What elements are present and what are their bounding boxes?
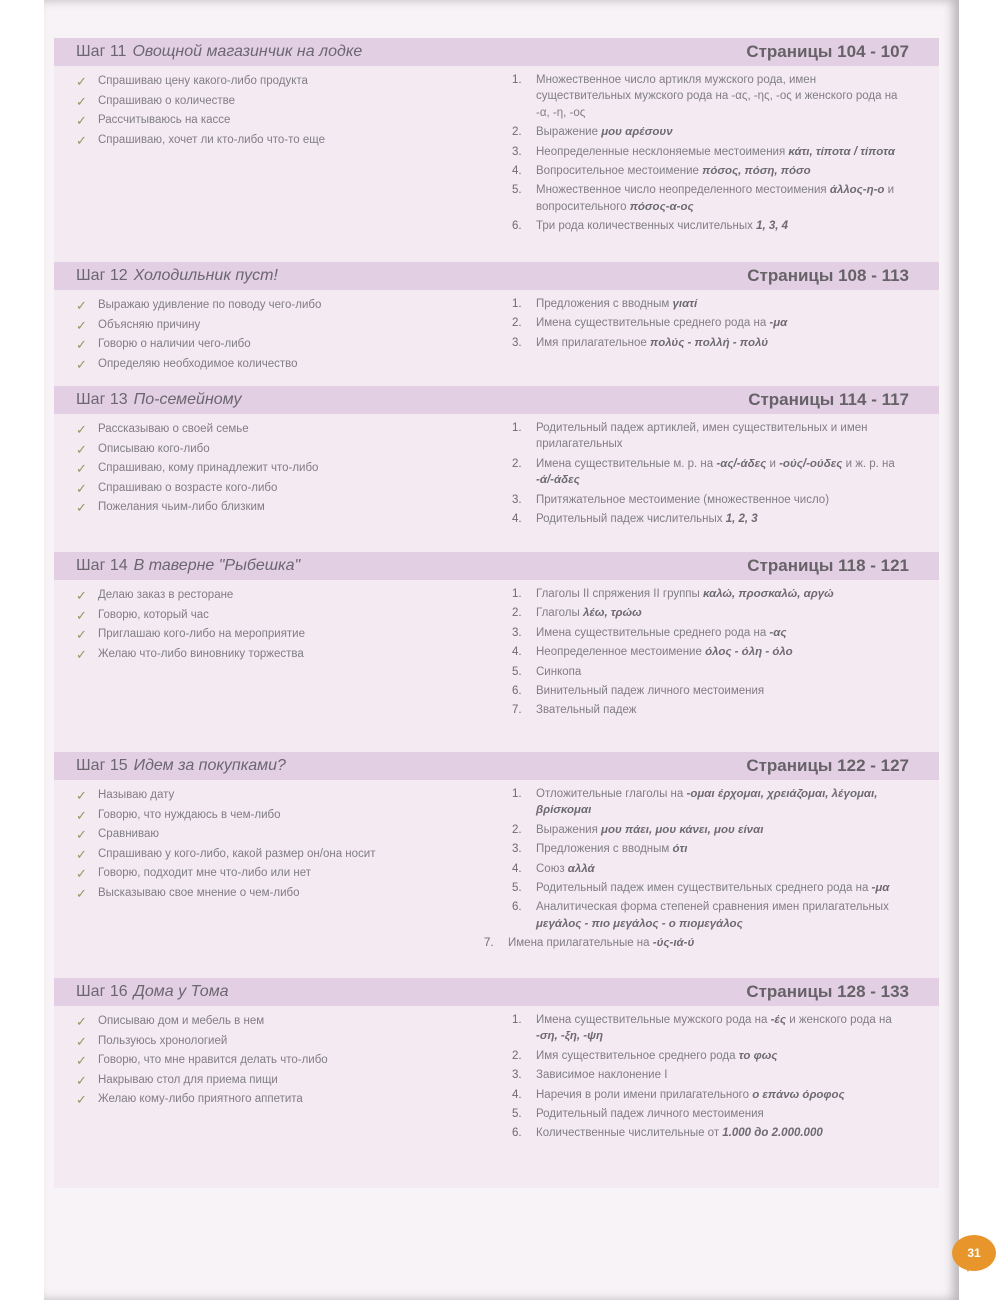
skill-text: Спрашиваю о возрасте кого-либо	[98, 481, 278, 494]
checkmark-icon: ✓	[76, 885, 87, 901]
page-number-badge: 31	[952, 1235, 996, 1271]
grammar-item-number: 1.	[512, 74, 522, 86]
grammar-item-number: 1.	[512, 588, 522, 600]
greek-term: μου πάει, μου κάνει, μου είναι	[601, 823, 764, 836]
greek-term: 1, 3, 4	[756, 220, 789, 233]
skill-item	[76, 586, 436, 606]
grammar-list	[484, 786, 912, 955]
grammar-item	[512, 1067, 912, 1083]
grammar-list	[512, 586, 912, 722]
checkmark-icon: ✓	[76, 74, 87, 89]
skills-list	[76, 1012, 436, 1110]
greek-term: -μα	[871, 882, 890, 895]
checkmark-icon: ✓	[76, 422, 87, 437]
checkmark-icon: ✓	[76, 1033, 87, 1049]
skill-item	[76, 479, 436, 499]
skill-item	[76, 72, 436, 92]
grammar-text: Имена существительные мужского рода на	[536, 1014, 771, 1026]
section-title	[76, 391, 241, 409]
skill-text: Спрашиваю о количестве	[98, 94, 235, 107]
skill-item	[76, 864, 436, 884]
skill-item	[76, 1090, 436, 1110]
greek-term: ότι	[672, 843, 688, 856]
grammar-text: Выражение	[536, 126, 602, 139]
greek-term: καλώ, προσκαλώ, αργώ	[703, 588, 834, 600]
grammar-item	[512, 664, 912, 680]
grammar-item	[512, 586, 912, 602]
grammar-text: Неопределенные несклоняемые местоимения	[536, 145, 789, 158]
grammar-text: и ж. р. на	[842, 457, 895, 470]
step-name: Идем за покупками?	[133, 757, 286, 774]
grammar-item	[512, 72, 912, 121]
checkmark-icon: ✓	[76, 356, 87, 372]
grammar-item-number: 4.	[512, 646, 522, 659]
greek-term: πολύς - πολλή - πολύ	[650, 336, 768, 349]
page-range: Страницы 108 - 113	[747, 266, 909, 285]
grammar-item-number: 3.	[512, 145, 522, 158]
grammar-item-number: 3.	[512, 843, 522, 856]
skill-text: Называю дату	[98, 789, 175, 801]
checkmark-icon: ✓	[76, 298, 87, 313]
skill-item	[76, 459, 436, 479]
greek-term: -ομαι	[686, 788, 715, 800]
grammar-text: и	[766, 457, 780, 470]
checkmark-icon: ✓	[76, 646, 87, 662]
step-number: Шаг 15	[76, 757, 128, 774]
checkmark-icon: ✓	[76, 1014, 87, 1029]
grammar-item	[512, 163, 912, 179]
greek-term: λέω, τρώω	[582, 607, 642, 620]
skill-text: Выражаю удивление по поводу чего-либо	[98, 299, 322, 311]
greek-term: κάτι, τίποτα / τίποτα	[788, 145, 895, 158]
greek-term: γιατί	[672, 298, 698, 310]
grammar-item-number: 2.	[512, 823, 522, 836]
skills-list	[76, 72, 436, 150]
checkmark-icon: ✓	[76, 1092, 87, 1108]
greek-term: αλλά	[567, 862, 595, 875]
checkmark-icon: ✓	[76, 866, 87, 882]
grammar-item	[512, 1012, 912, 1045]
checkmark-icon: ✓	[76, 788, 87, 803]
greek-term: -ας/-άδες	[716, 457, 767, 470]
skill-text: Рассчитываюсь на кассе	[98, 114, 231, 127]
greek-term: 1.000 до 2.000.000	[722, 1127, 823, 1140]
skill-text: Высказываю свое мнение о чем-либо	[98, 886, 300, 899]
checkmark-icon: ✓	[76, 132, 87, 148]
section-header	[54, 38, 939, 66]
grammar-text: и женского рода на	[786, 1014, 892, 1026]
grammar-item	[484, 935, 912, 951]
book-page	[44, 0, 981, 1300]
greek-term: -ας	[769, 626, 787, 639]
grammar-item-number: 1.	[512, 1014, 522, 1026]
grammar-text: Множественное число неопределенного местоимения	[536, 184, 830, 197]
section-title	[76, 43, 362, 61]
checkmark-icon: ✓	[76, 1072, 87, 1088]
greek-term: -ές	[770, 1014, 787, 1026]
greek-term: -ύς-ιά-ύ	[652, 937, 695, 950]
grammar-text: Имена прилагательные на	[508, 937, 653, 950]
step-name: Дома у Тома	[133, 983, 229, 1000]
checkmark-icon: ✓	[76, 846, 87, 862]
skill-text: Описываю кого-либо	[98, 442, 210, 455]
grammar-text: Имена существительные среднего рода на	[536, 317, 770, 330]
checkmark-icon: ✓	[76, 807, 87, 823]
section-header	[54, 978, 939, 1006]
grammar-text: и вопросительного	[536, 184, 895, 213]
greek-term: μεγάλος - πιο μεγάλος - ο πιομεγάλος	[536, 917, 743, 930]
grammar-item-number: 6.	[512, 1127, 522, 1140]
checkmark-icon: ✓	[76, 607, 87, 623]
grammar-item-number: 1.	[512, 298, 522, 310]
grammar-text: Имена существительные м. р. на	[536, 457, 717, 470]
grammar-item	[512, 456, 912, 489]
section-title	[76, 983, 229, 1001]
grammar-text: Родительный падеж имен существительных среднего рода на	[536, 882, 872, 895]
skill-item	[76, 786, 436, 806]
skill-text: Описываю дом и мебель в нем	[98, 1015, 265, 1027]
grammar-item-number: 2.	[512, 457, 522, 470]
section-title	[76, 267, 278, 285]
grammar-item-number: 1.	[512, 422, 522, 434]
skill-item	[76, 606, 436, 626]
skill-item	[76, 806, 436, 826]
page-range: Страницы 114 - 117	[748, 390, 909, 409]
skill-text: Спрашиваю, кому принадлежит что-либо	[98, 462, 319, 475]
grammar-item-number: 6.	[512, 901, 522, 914]
skill-text: Говорю, что мне нравится делать что-либо	[98, 1054, 328, 1067]
grammar-text: Звательный падеж	[536, 704, 637, 717]
checkmark-icon: ✓	[76, 480, 87, 496]
greek-term: πόσος, πόση, πόσο	[702, 165, 811, 178]
skill-text: Говорю, который час	[98, 608, 209, 621]
grammar-text: Родительный падеж числительных	[536, 513, 726, 526]
skill-item	[76, 440, 436, 460]
step-name: Овощной магазинчик на лодке	[132, 43, 363, 60]
grammar-text: Имя существительное среднего рода	[536, 1049, 739, 1062]
grammar-item-number: 2.	[512, 607, 522, 620]
grammar-item-number: 7.	[512, 704, 522, 717]
grammar-text: Глаголы II спряжения II группы	[536, 588, 703, 600]
grammar-text: Аналитическая форма степеней сравнения имен прилагательных	[536, 901, 889, 914]
skill-text: Желаю кому-либо приятного аппетита	[98, 1093, 303, 1106]
page-range: Страницы 104 - 107	[746, 42, 909, 61]
checkmark-icon: ✓	[76, 441, 87, 457]
section-title	[76, 757, 286, 775]
grammar-item	[512, 625, 912, 641]
grammar-item	[512, 605, 912, 621]
section-header	[54, 752, 939, 780]
grammar-item-number: 5.	[512, 665, 522, 678]
grammar-item-number: 2.	[512, 126, 522, 139]
grammar-item	[512, 1106, 912, 1122]
grammar-item	[512, 420, 912, 453]
grammar-item	[512, 335, 912, 351]
grammar-item	[512, 296, 912, 312]
skill-text: Делаю заказ в ресторане	[98, 589, 234, 601]
greek-term: -ούς/-ούδες	[779, 457, 843, 470]
skill-text: Спрашиваю, хочет ли кто-либо что-то еще	[98, 133, 325, 146]
step-number: Шаг 11	[76, 43, 127, 60]
grammar-item	[512, 218, 912, 234]
greek-term: -ά/-άδες	[536, 474, 580, 487]
checkmark-icon: ✓	[76, 113, 87, 129]
greek-term: άλλος-η-ο	[829, 184, 885, 197]
skill-text: Пользуюсь хронологией	[98, 1034, 228, 1047]
grammar-item	[512, 511, 912, 527]
grammar-item	[512, 1125, 912, 1141]
checkmark-icon: ✓	[76, 317, 87, 333]
grammar-item-number: 2.	[512, 1049, 522, 1062]
skill-text: Спрашиваю цену какого-либо продукта	[98, 75, 308, 87]
grammar-item	[512, 124, 912, 140]
skill-text: Говорю о наличии чего-либо	[98, 338, 251, 351]
grammar-text: Синкопа	[536, 665, 582, 678]
skill-item	[76, 884, 436, 904]
skills-list	[76, 586, 436, 664]
grammar-text: Выражения	[536, 823, 602, 836]
grammar-item-number: 5.	[512, 184, 522, 197]
skill-item	[76, 498, 436, 518]
checkmark-icon: ✓	[76, 588, 87, 603]
skills-list	[76, 786, 436, 904]
skill-item	[76, 420, 436, 440]
skill-item	[76, 645, 436, 665]
greek-term: μου αρέσουν	[601, 126, 673, 139]
skill-text: Сравниваю	[98, 828, 159, 841]
checkmark-icon: ✓	[76, 627, 87, 643]
skill-item	[76, 1071, 436, 1091]
skill-item	[76, 825, 436, 845]
grammar-text: Родительный падеж артиклей, имен существительных и имен прилагательных	[536, 422, 868, 451]
skill-text: Желаю что-либо виновнику торжества	[98, 647, 304, 660]
section-header	[54, 552, 939, 580]
skill-item	[76, 1051, 436, 1071]
grammar-item	[512, 492, 912, 508]
grammar-item-number: 6.	[512, 220, 522, 233]
skill-item	[76, 355, 436, 375]
skill-item	[76, 296, 436, 316]
checkmark-icon: ✓	[76, 461, 87, 477]
grammar-text: Винительный падеж личного местоимения	[536, 685, 765, 698]
skill-text: Спрашиваю у кого-либо, какой размер он/она носит	[98, 847, 376, 860]
greek-term: -ση, -ξη, -ψη	[536, 1030, 604, 1043]
grammar-item-number: 4.	[512, 862, 522, 875]
section-title	[76, 557, 300, 575]
grammar-text: Три рода количественных числительных	[536, 220, 757, 233]
checkmark-icon: ✓	[76, 1053, 87, 1069]
step-name: В таверне "Рыбешка"	[133, 557, 301, 574]
skill-item	[76, 92, 436, 112]
skill-text: Приглашаю кого-либо на мероприятие	[98, 628, 306, 641]
grammar-item-number: 4.	[512, 165, 522, 178]
skill-text: Объясняю причину	[98, 318, 201, 331]
grammar-item	[512, 1048, 912, 1064]
grammar-text: Союз	[536, 862, 568, 875]
grammar-text: Количественные числительные от	[536, 1127, 723, 1140]
step-number: Шаг 13	[76, 391, 128, 408]
skill-item	[76, 111, 436, 131]
grammar-list	[512, 1012, 912, 1145]
grammar-text: Глаголы	[536, 607, 583, 620]
skill-item	[76, 335, 436, 355]
greek-term: έρχομαι, χρειάζομαι, λέγομαι, βρίσκομαι	[536, 788, 878, 817]
grammar-item-number: 4.	[512, 1088, 522, 1101]
skills-list	[76, 420, 436, 518]
skill-item	[76, 625, 436, 645]
grammar-item	[512, 1087, 912, 1103]
skills-list	[76, 296, 436, 374]
skill-text: Рассказываю о своей семье	[98, 423, 249, 435]
grammar-item-number: 3.	[512, 1069, 522, 1082]
page-range: Страницы 128 - 133	[746, 982, 909, 1001]
grammar-item	[512, 899, 912, 932]
grammar-item-number: 4.	[512, 513, 522, 526]
grammar-item	[512, 683, 912, 699]
grammar-text: Отложительные глаголы на	[536, 788, 687, 800]
grammar-item	[512, 786, 912, 819]
grammar-text: Наречия в роли имени прилагательного	[536, 1088, 753, 1101]
section-header	[54, 386, 939, 414]
grammar-text: Притяжательное местоимение (множественное число)	[536, 493, 830, 506]
skill-item	[76, 316, 436, 336]
skill-item	[76, 1032, 436, 1052]
greek-term: το φως	[738, 1049, 778, 1062]
step-name: Холодильник пуст!	[133, 267, 278, 284]
section-header	[54, 262, 939, 290]
grammar-item-number: 5.	[512, 882, 522, 895]
grammar-item	[512, 644, 912, 660]
checkmark-icon: ✓	[76, 827, 87, 843]
step-name: По-семейному	[133, 391, 242, 408]
grammar-item-number: 3.	[512, 626, 522, 639]
grammar-item-number: 3.	[512, 336, 522, 349]
skill-text: Накрываю стол для приема пищи	[98, 1073, 278, 1086]
grammar-item-number: 1.	[512, 788, 522, 800]
greek-term: πόσος-α-ος	[629, 200, 694, 213]
grammar-item	[512, 861, 912, 877]
checkmark-icon: ✓	[76, 337, 87, 353]
grammar-item	[512, 702, 912, 718]
grammar-item-number: 2.	[512, 317, 522, 330]
grammar-item	[512, 315, 912, 331]
grammar-list	[512, 72, 912, 238]
grammar-item-number: 7.	[484, 937, 494, 950]
grammar-item-number: 3.	[512, 493, 522, 506]
skill-item	[76, 1012, 436, 1032]
grammar-item	[512, 822, 912, 838]
grammar-item-number: 5.	[512, 1108, 522, 1121]
step-number: Шаг 14	[76, 557, 128, 574]
grammar-text: Предложения с вводным	[536, 843, 673, 856]
greek-term: 1, 2, 3	[725, 513, 758, 526]
grammar-text: Имя прилагательное	[536, 336, 651, 349]
checkmark-icon: ✓	[76, 93, 87, 109]
checkmark-icon: ✓	[76, 500, 87, 516]
step-number: Шаг 12	[76, 267, 128, 284]
grammar-text: Вопросительное местоимение	[536, 165, 703, 178]
grammar-text: Родительный падеж личного местоимения	[536, 1108, 764, 1121]
skill-text: Пожелания чьим-либо близким	[98, 501, 265, 514]
page-number-badge-tail	[962, 1262, 974, 1272]
grammar-item	[512, 182, 912, 215]
page-range: Страницы 118 - 121	[747, 556, 909, 575]
skill-text: Говорю, подходит мне что-либо или нет	[98, 867, 311, 880]
grammar-item	[512, 841, 912, 857]
skill-text: Говорю, что нуждаюсь в чем-либо	[98, 808, 281, 821]
skill-text: Определяю необходимое количество	[98, 357, 298, 370]
grammar-item	[512, 880, 912, 896]
grammar-text: Зависимое наклонение I	[536, 1069, 668, 1082]
skill-item	[76, 131, 436, 151]
greek-term: όλος - όλη - όλο	[705, 646, 793, 659]
grammar-text: Предложения с вводным	[536, 298, 673, 310]
grammar-item	[512, 144, 912, 160]
greek-term: ο επάνω όροφος	[752, 1088, 845, 1101]
grammar-list	[512, 296, 912, 354]
step-number: Шаг 16	[76, 983, 128, 1000]
grammar-text: Неопределенное местоимение	[536, 646, 706, 659]
skill-item	[76, 845, 436, 865]
grammar-text: Имена существительные среднего рода на	[536, 626, 770, 639]
grammar-list	[512, 420, 912, 530]
page-range: Страницы 122 - 127	[746, 756, 909, 775]
grammar-item-number: 6.	[512, 685, 522, 698]
grammar-text: Множественное число артикля мужского рода, имен существительных мужского рода на -ας, -ης, -ος и женского рода на -α, -η, -ος	[536, 74, 898, 119]
greek-term: -μα	[769, 317, 788, 330]
